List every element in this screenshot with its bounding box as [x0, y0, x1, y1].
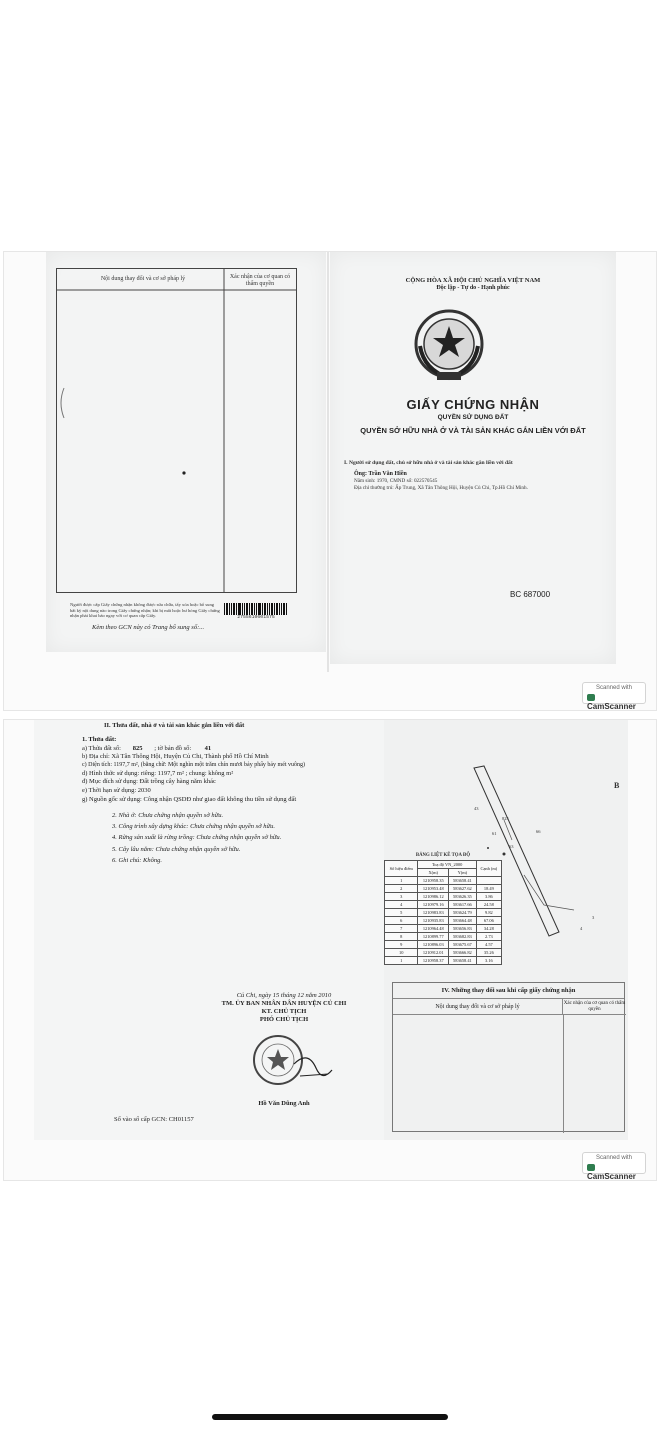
- certificate-subtitle-1: QUYỀN SỬ DỤNG ĐẤT: [437, 414, 509, 421]
- table-row: 9 1210896.03 583675.67 4.57: [385, 941, 502, 949]
- land-line-g: g) Nguồn gốc sử dụng: Công nhận QSDĐ như giao đất không thu tiền sử dụng đất: [82, 795, 297, 803]
- fold-line: [327, 252, 329, 672]
- owner-name: Ông: Trần Văn Hiền: [354, 471, 407, 477]
- camscanner-badge-2: [582, 1152, 646, 1181]
- table-row: 2 1210953.48 583627.62 18.49: [385, 885, 502, 893]
- certificate-subtitle-2: QUYỀN SỞ HỮU NHÀ Ở VÀ TÀI SẢN KHÁC GẮN LIỀN VỚI ĐẤT: [360, 426, 586, 435]
- signing-date: Củ Chi, ngày 15 tháng 12 năm 2010: [236, 992, 332, 999]
- signing-org: TM. ỦY BAN NHÂN DÂN HUYỆN CỦ CHI: [221, 1000, 347, 1007]
- official-seal: [250, 1030, 340, 1096]
- signing-kt: KT. CHỦ TỊCH: [261, 1008, 307, 1015]
- left-change-table: [56, 268, 298, 594]
- left-table-col1-header: Nội dung thay đổi và cơ sở pháp lý: [100, 276, 186, 282]
- item-note: 6. Ghi chú: Không.: [112, 856, 163, 864]
- map-label-3: 3: [592, 915, 595, 920]
- owner-address: Địa chỉ thường trú: Ấp Trung, Xã Tân Thông Hội, Huyện Củ Chi, Tp.Hồ Chí Minh.: [354, 485, 528, 491]
- signing-title: PHÓ CHỦ TỊCH: [259, 1016, 309, 1023]
- table-row: 10 1210912.01 583666.82 35.26: [385, 949, 502, 957]
- camscanner-brand: CamScanner: [587, 693, 645, 711]
- owner-birth: Năm sinh: 1970, CMND số: 022570545: [354, 478, 438, 484]
- signature-block: [174, 992, 394, 1024]
- changes-divider: [563, 1015, 564, 1133]
- land-details: [82, 736, 342, 804]
- coord-col-point: Số hiệu điểm: [385, 861, 418, 877]
- certificate-serial: BC 687000: [510, 590, 551, 599]
- coord-col-system: Toạ độ VN_2000: [418, 861, 476, 869]
- table-row: 5 1210983.83 583624.79 9.82: [385, 909, 502, 917]
- camscanner-badge-1: [582, 682, 646, 711]
- table-row: 3 1210986.12 583626.35 3.86: [385, 893, 502, 901]
- map-label-43: 43: [474, 806, 479, 811]
- land-line-e: e) Thời hạn sử dụng: 2030: [82, 787, 151, 795]
- coord-col-length: Cạnh (m): [476, 861, 501, 877]
- land-line-c: c) Diện tích: 1197,7 m², (bằng chữ: Một nghìn một trăm chín mươi bảy phẩy bảy mét vuông): [82, 762, 306, 769]
- camscanner-top-text: Scanned with: [595, 685, 633, 691]
- home-indicator[interactable]: [212, 1414, 448, 1420]
- camscanner-brand-2: CamScanner: [587, 1163, 645, 1181]
- signer-name: Hồ Văn Dũng Anh: [258, 1100, 310, 1107]
- item-construction: 3. Công trình xây dựng khác: Chưa chứng nhận quyền sở hữu.: [112, 823, 275, 831]
- land-line-dd: đ) Mục đích sử dụng: Đất trồng cây hàng năm khác: [82, 778, 216, 786]
- map-sheet-number: 41: [204, 744, 212, 752]
- left-table-col2-header: Xác nhận của cơ quan có thẩm quyền: [229, 274, 291, 287]
- parcel-number: 825: [132, 744, 143, 752]
- map-label-parcel: 825: [502, 816, 509, 821]
- land-line-b: b) Địa chỉ: Xã Tân Thông Hội, Huyện Củ Chi, Thành phố Hồ Chí Minh: [82, 753, 269, 761]
- camscanner-logo-icon: [587, 694, 595, 701]
- motto: Độc lập - Tự do - Hạnh phúc: [436, 285, 510, 291]
- map-label-66: 66: [536, 829, 541, 834]
- table-row: 8 1210899.77 583682.83 2.73: [385, 933, 502, 941]
- land-line-a: a) Thửa đất số: 825 ; tờ bản đồ số: 41: [82, 745, 342, 754]
- barcode-number: 2755610601575: [237, 615, 275, 620]
- table-row: 4 1210979.16 583617.66 24.58: [385, 901, 502, 909]
- registry-number: Số vào sổ cấp GCN: CH01157: [114, 1116, 194, 1123]
- land-heading: 1. Thửa đất:: [82, 736, 117, 743]
- certificate-title: GIẤY CHỨNG NHẬN: [406, 397, 540, 412]
- attached-note: Kèm theo GCN này có Trang bổ sung số:...: [92, 624, 205, 631]
- coord-table: [384, 860, 502, 965]
- camscanner-top-text-2: Scanned with: [595, 1155, 633, 1161]
- table-row: 6 1210935.83 583664.48 67.06: [385, 917, 502, 925]
- changes-heading: IV. Những thay đổi sau khi cấp giấy chứng nhận: [393, 983, 624, 999]
- section-2-title: II. Thửa đất, nhà ở và tài sản khác gắn liền với đất: [104, 722, 245, 729]
- table-row: 7 1210964.48 583656.83 34.28: [385, 925, 502, 933]
- map-label-b: B: [614, 781, 620, 790]
- map-label-4: 4: [580, 926, 583, 931]
- scan-page-2: [3, 719, 657, 1181]
- coord-table-title: BẢNG LIỆT KÊ TỌA ĐỘ: [415, 853, 471, 858]
- changes-table: [392, 982, 625, 1132]
- changes-col1-header: Nội dung thay đổi và cơ sở pháp lý: [393, 999, 563, 1015]
- map-label-61: 61: [492, 831, 497, 836]
- land-line-d: d) Hình thức sử dụng: riêng: 1197,7 m² ; chung: không m²: [82, 769, 234, 777]
- item-forest: 4. Rừng sản xuất là rừng trồng: Chưa chứng nhận quyền sở hữu.: [112, 834, 282, 842]
- map-label-63: 63: [509, 844, 514, 849]
- coord-col-y: Y(m): [449, 869, 477, 877]
- table-row: 1 1210958.35 583658.41: [385, 877, 502, 885]
- national-emblem-icon: [410, 306, 488, 386]
- scan-page-1: [3, 251, 657, 711]
- item-perennial: 5. Cây lâu năm: Chưa chứng nhận quyền sở hữu.: [112, 845, 241, 853]
- camscanner-logo-icon: [587, 1164, 595, 1171]
- table-row: 1 1210958.37 583658.41 3.16: [385, 957, 502, 965]
- notice-text: Người được cấp Giấy chứng nhận không được sửa chữa, tẩy xóa hoặc bổ sung bất kỳ nội dung nào trong Giấy chứng nhận; khi bị mất hoặc hư hỏng Giấy chứng nhận phải khai báo ngay với cơ quan cấp Giấy.: [70, 602, 220, 619]
- coord-col-x: X(m): [418, 869, 449, 877]
- item-house: 2. Nhà ở: Chưa chứng nhận quyền sở hữu.: [112, 812, 224, 819]
- other-items: [112, 810, 281, 866]
- country-name: CỘNG HÒA XÃ HỘI CHỦ NGHĨA VIỆT NAM: [405, 277, 541, 284]
- section-1-heading: I. Người sử dụng đất, chủ sở hữu nhà ở và tài sản khác gắn liền với đất: [344, 460, 513, 466]
- changes-col2-header: Xác nhận của cơ quan có thẩm quyền: [563, 999, 626, 1015]
